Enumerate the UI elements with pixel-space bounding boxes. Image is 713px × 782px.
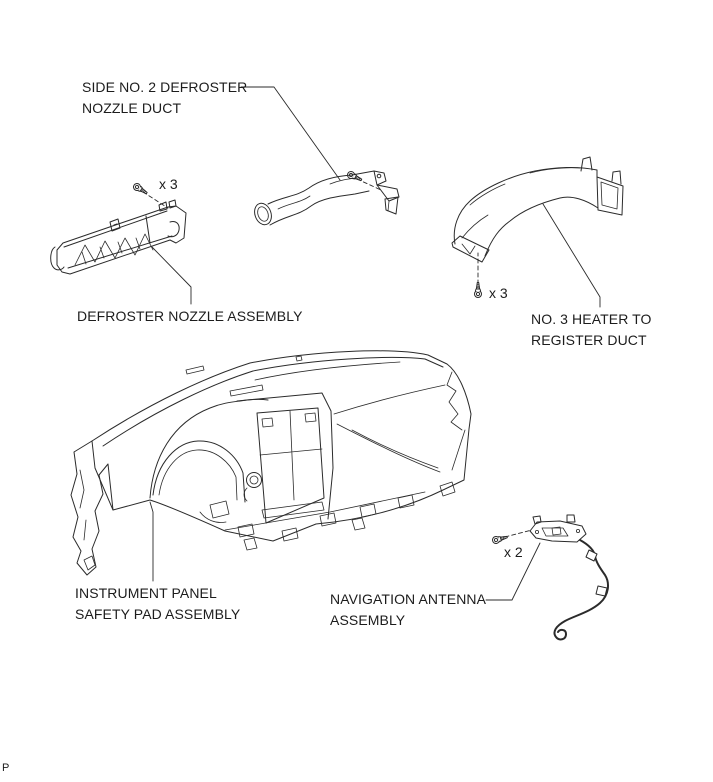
screw-icon bbox=[132, 182, 148, 196]
leader-side-defroster-duct bbox=[241, 87, 340, 180]
label-line: NOZZLE DUCT bbox=[82, 100, 182, 116]
instrument-panel-safety-pad-drawing bbox=[71, 351, 471, 575]
label-line: NO. 3 HEATER TO bbox=[531, 311, 652, 327]
label-heater-register-duct bbox=[531, 309, 652, 351]
label-navigation-antenna bbox=[330, 589, 486, 631]
label-line: INSTRUMENT PANEL bbox=[75, 585, 217, 601]
leader-defroster-assembly bbox=[152, 247, 191, 304]
fastener-guide-lines bbox=[143, 176, 532, 537]
dashed-guide-line bbox=[143, 192, 168, 208]
defroster-nozzle-assembly-drawing bbox=[51, 200, 186, 274]
fastener-count-navigation-antenna: x 2 bbox=[504, 544, 523, 560]
screw-icon bbox=[475, 283, 482, 298]
leader-instrument-panel bbox=[150, 502, 153, 581]
page-marker: P bbox=[2, 762, 10, 774]
fastener-count-defroster-assembly: x 3 bbox=[159, 176, 178, 192]
label-line: NAVIGATION ANTENNA bbox=[330, 591, 487, 607]
fastener-count-heater-duct: x 3 bbox=[489, 285, 508, 301]
label-line: SAFETY PAD ASSEMBLY bbox=[75, 606, 241, 622]
label-line: ASSEMBLY bbox=[330, 612, 406, 628]
label-line: SIDE NO. 2 DEFROSTER bbox=[82, 79, 248, 95]
screw-icon bbox=[346, 170, 363, 183]
label-line: REGISTER DUCT bbox=[531, 332, 647, 348]
side-no2-defroster-nozzle-duct-drawing bbox=[252, 171, 399, 227]
label-defroster-nozzle-assembly bbox=[77, 306, 303, 327]
no3-heater-to-register-duct-drawing bbox=[452, 157, 623, 262]
dashed-guide-line bbox=[505, 530, 532, 537]
leader-heater-register-duct bbox=[543, 204, 600, 307]
screw-icon bbox=[492, 534, 508, 545]
label-side-defroster-duct bbox=[82, 77, 247, 119]
navigation-antenna-drawing bbox=[530, 515, 608, 639]
label-line: DEFROSTER NOZZLE ASSEMBLY bbox=[77, 308, 303, 324]
label-instrument-panel bbox=[75, 583, 240, 625]
